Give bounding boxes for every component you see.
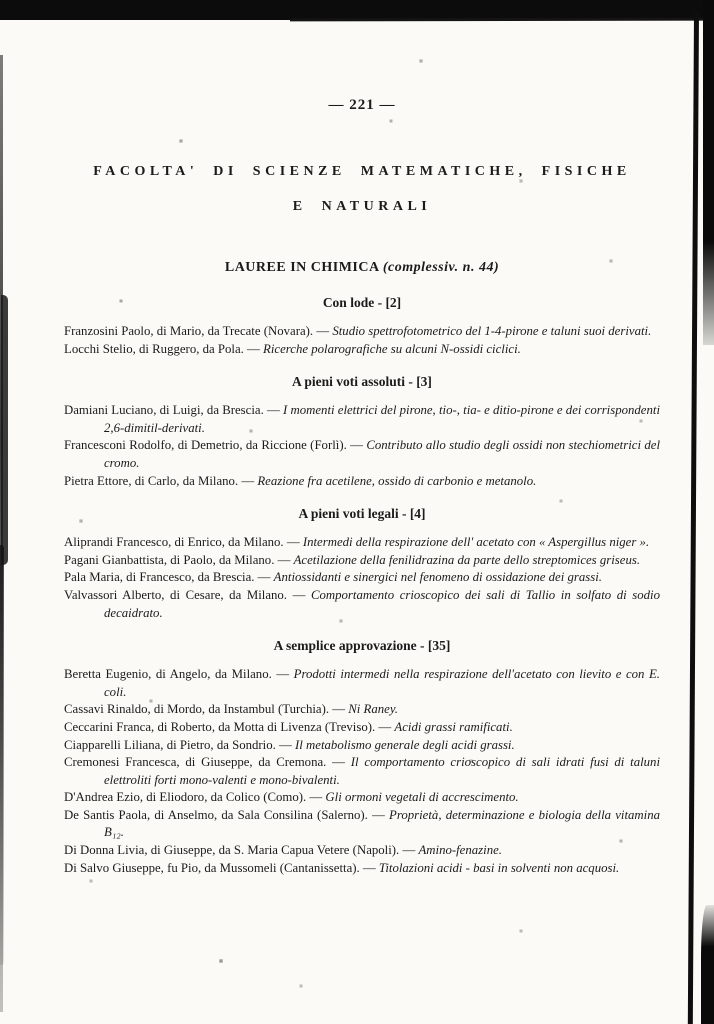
degree-title-note: (complessiv. n. 44) bbox=[382, 260, 500, 275]
scan-left-blob-artifact-2 bbox=[0, 545, 4, 965]
scan-noise-specks bbox=[0, 0, 2, 2]
thesis-title: Il metabolismo generale degli acidi grassi. bbox=[295, 737, 515, 752]
graduate-entry: Valvassori Alberto, di Cesare, da Milano. — Comportamento crioscopico dei sali di Tallio in solfato di sodio decaidrato. bbox=[64, 587, 660, 620]
thesis-title: Prodotti intermedi nella respirazione dell'acetato con lievito e con E. coli. bbox=[104, 667, 660, 699]
thesis-title: Acidi grassi ramificati. bbox=[394, 719, 513, 734]
degree-section bbox=[64, 295, 660, 358]
thesis-title: Titolazioni acidi - basi in solventi non acquosi. bbox=[378, 860, 620, 875]
thesis-title: Acetilazione della fenilidrazina da parte dello streptomices griseus. bbox=[293, 552, 641, 567]
graduate-entry: Di Donna Livia, di Giuseppe, da S. Maria Capua Vetere (Napoli). — Amino-fenazine. bbox=[64, 843, 502, 858]
graduate-name: Pietra Ettore, di Carlo, da Milano. bbox=[64, 473, 239, 488]
graduate-name: Di Salvo Giuseppe, fu Pio, da Mussomeli (Cantanissetta). bbox=[64, 860, 360, 875]
graduate-entry: Damiani Luciano, di Luigi, da Brescia. — I momenti elettrici del pirone, tio-, tia- e ditio-pirone e dei corrispondenti 2,6-dimitil-derivati. bbox=[64, 403, 660, 435]
graduate-entry: De Santis Paola, di Anselmo, da Sala Consilina (Salerno). — Proprietà, determinazione e biologia della vitamina B₁₂. bbox=[64, 807, 660, 840]
graduate-name: Damiani Luciano, di Luigi, da Brescia. bbox=[64, 403, 264, 418]
graduate-name: Pala Maria, di Francesco, da Brescia. bbox=[64, 570, 255, 585]
scan-right-top-artifact bbox=[703, 0, 714, 345]
thesis-title: Il comportamento crioscopico di sali idrati fusi di taluni elettroliti forti mono-valenti e mono-bivalenti. bbox=[104, 755, 660, 787]
graduate-name: De Santis Paola, di Anselmo, da Sala Consilina (Salerno). bbox=[64, 807, 368, 822]
graduate-entry: Pietra Ettore, di Carlo, da Milano. — Reazione fra acetilene, ossido di carbonio e metanolo. bbox=[64, 473, 537, 488]
graduate-name: Beretta Eugenio, di Angelo, da Milano. bbox=[64, 667, 272, 682]
degree-section bbox=[64, 374, 660, 490]
section-heading: A pieni voti assoluti - [3] bbox=[292, 374, 432, 390]
graduate-entry: Beretta Eugenio, di Angelo, da Milano. — Prodotti intermedi nella respirazione dell'acetato con lievito e con E. coli. bbox=[64, 667, 660, 699]
graduate-entry: Di Salvo Giuseppe, fu Pio, da Mussomeli (Cantanissetta). — Titolazioni acidi - basi in solventi non acquosi. bbox=[64, 860, 620, 875]
thesis-title: Amino-fenazine. bbox=[418, 843, 502, 858]
graduate-entry: Ciapparelli Liliana, di Pietro, da Sondrio. — Il metabolismo generale degli acidi grassi. bbox=[64, 737, 515, 752]
graduate-entry: D'Andrea Ezio, di Eliodoro, da Colico (Como). — Gli ormoni vegetali di accrescimento. bbox=[64, 790, 519, 805]
thesis-title: Antiossidanti e sinergici nel fenomeno di ossidazione dei grassi. bbox=[273, 570, 602, 585]
degree-title bbox=[64, 259, 660, 276]
section-heading: A semplice approvazione - [35] bbox=[273, 638, 451, 654]
graduate-entry: Francesconi Rodolfo, di Demetrio, da Riccione (Forlì). — Contributo allo studio degli ossidi non stechiometrici del cromo. bbox=[64, 438, 660, 470]
graduate-entry: Ceccarini Franca, di Roberto, da Motta di Livenza (Treviso). — Acidi grassi ramificati. bbox=[64, 719, 513, 734]
faculty-title-line2: E NATURALI bbox=[292, 199, 432, 214]
graduate-entry: Cassavi Rinaldo, di Mordo, da Instambul (Turchia). — Ni Raney. bbox=[64, 702, 399, 717]
section-heading: Con lode - [2] bbox=[322, 295, 402, 310]
graduate-name: Cassavi Rinaldo, di Mordo, da Instambul (Turchia). bbox=[64, 702, 330, 717]
graduate-name: Valvassori Alberto, di Cesare, da Milano. bbox=[64, 587, 287, 602]
thesis-title: Gli ormoni vegetali di accrescimento. bbox=[325, 790, 519, 805]
thesis-title: Studio spettrofotometrico del 1-4-pirone e taluni suoi derivati. bbox=[332, 324, 652, 338]
graduate-name: Di Donna Livia, di Giuseppe, da S. Maria Capua Vetere (Napoli). bbox=[64, 843, 400, 858]
thesis-title: Comportamento crioscopico dei sali di Tallio in solfato di sodio decaidrato. bbox=[104, 587, 660, 620]
graduate-name: D'Andrea Ezio, di Eliodoro, da Colico (Como). bbox=[64, 790, 307, 805]
thesis-title: Intermedi della respirazione dell' acetato con « Aspergillus niger ». bbox=[302, 535, 650, 550]
page-content bbox=[64, 0, 660, 877]
graduate-name: Cremonesi Francesca, di Giuseppe, da Cremona. bbox=[64, 755, 327, 770]
graduate-entry: Cremonesi Francesca, di Giuseppe, da Cremona. — Il comportamento crioscopico di sali idrati fusi di taluni elettroliti forti mono-valenti e mono-bivalenti. bbox=[64, 755, 660, 787]
degree-section bbox=[64, 506, 660, 622]
graduate-entry: Aliprandi Francesco, di Enrico, da Milano. — Intermedi della respirazione dell' acetato con « Aspergillus niger ». bbox=[64, 535, 650, 550]
graduate-name: Franzosini Paolo, di Mario, da Trecate (Novara). bbox=[64, 324, 314, 338]
scan-left-blob-artifact bbox=[1, 295, 8, 565]
scan-right-bottom-artifact bbox=[701, 905, 714, 1024]
thesis-title: Ricerche polarografiche su alcuni N-ossidi ciclici. bbox=[263, 341, 521, 356]
graduate-name: Ceccarini Franca, di Roberto, da Motta di Livenza (Treviso). bbox=[64, 719, 376, 734]
thesis-title: I momenti elettrici del pirone, tio-, tia- e ditio-pirone e dei corrispondenti 2,6-dimitil-derivati. bbox=[104, 403, 660, 435]
thesis-title: Proprietà, determinazione e biologia della vitamina B₁₂. bbox=[104, 807, 660, 840]
degree-section bbox=[64, 638, 660, 877]
graduate-name: Pagani Gianbattista, di Paolo, da Milano. bbox=[64, 552, 275, 567]
graduate-name: Aliprandi Francesco, di Enrico, da Milano. bbox=[64, 535, 284, 550]
section-heading: A pieni voti legali - [4] bbox=[298, 506, 426, 522]
graduate-entry: Locchi Stelio, di Ruggero, da Pola. — Ricerche polarografiche su alcuni N-ossidi ciclici. bbox=[64, 341, 521, 356]
scan-page-edge-line bbox=[688, 12, 699, 1024]
faculty-title-line1: FACOLTA' DI SCIENZE MATEMATICHE, FISICHE bbox=[93, 164, 631, 179]
graduate-entry: Pala Maria, di Francesco, da Brescia. — Antiossidanti e sinergici nel fenomeno di ossidazione dei grassi. bbox=[64, 570, 602, 585]
page-number: — 221 — bbox=[328, 97, 396, 113]
thesis-title: Reazione fra acetilene, ossido di carbonio e metanolo. bbox=[257, 473, 537, 488]
graduate-name: Francesconi Rodolfo, di Demetrio, da Riccione (Forlì). bbox=[64, 438, 347, 453]
graduate-name: Locchi Stelio, di Ruggero, da Pola. bbox=[64, 341, 244, 356]
graduate-entry: Pagani Gianbattista, di Paolo, da Milano. — Acetilazione della fenilidrazina da parte dello streptomices griseus. bbox=[64, 552, 641, 567]
degree-title-main: LAUREE IN CHIMICA bbox=[224, 260, 383, 275]
thesis-sections bbox=[64, 295, 660, 877]
thesis-title: Ni Raney. bbox=[348, 702, 399, 717]
thesis-title: Contributo allo studio degli ossidi non stechiometrici del cromo. bbox=[104, 438, 660, 470]
graduate-entry: Franzosini Paolo, di Mario, da Trecate (Novara). — Studio spettrofotometrico del 1-4-pirone e taluni suoi derivati. bbox=[64, 324, 652, 338]
graduate-name: Ciapparelli Liliana, di Pietro, da Sondrio. bbox=[64, 737, 276, 752]
